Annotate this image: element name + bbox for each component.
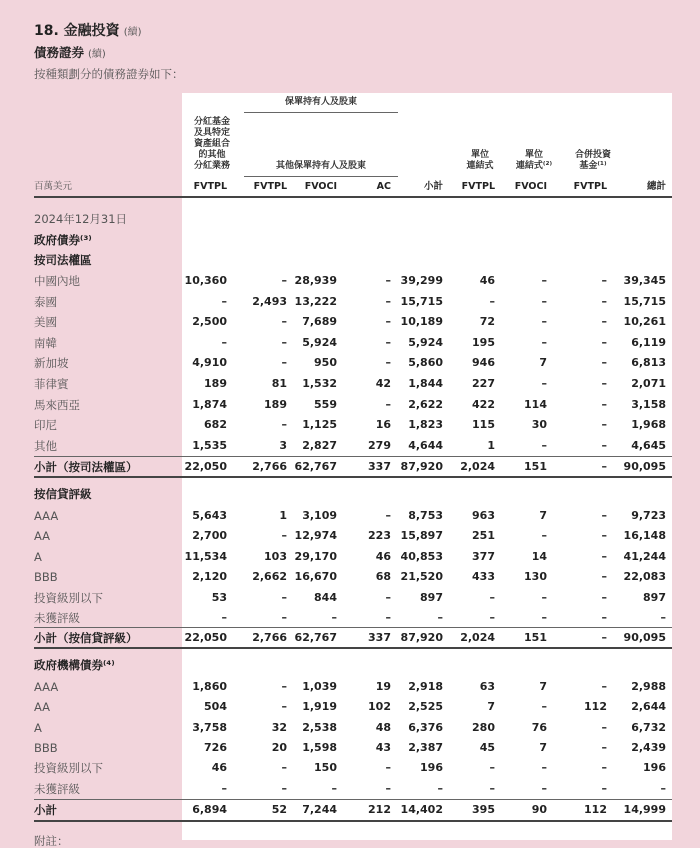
subtotal-row-cell: 337	[368, 631, 391, 644]
subtotal-top-rule	[34, 456, 672, 457]
header-subgroup-label: 其他保單持有人及股東	[275, 161, 366, 171]
table-row-cell: –	[437, 611, 443, 624]
table-row-cell: 196	[420, 761, 443, 774]
table-row-cell: 227	[472, 377, 495, 390]
table-row-cell: –	[601, 741, 607, 754]
table-row-cell: 5,860	[408, 356, 443, 369]
subtotal-row-cell: 90,095	[623, 460, 666, 473]
column-header: FVTPL	[461, 181, 495, 192]
table-row-cell: 22,083	[623, 570, 666, 583]
table-row-cell: 1,039	[302, 680, 337, 693]
table-row-cell: –	[601, 315, 607, 328]
table-row-cell: 81	[271, 377, 287, 390]
table-row-cell: 2,387	[408, 741, 443, 754]
table-row-cell: 2,120	[192, 570, 227, 583]
table-row-cell: –	[601, 295, 607, 308]
table-row-cell: 279	[368, 439, 391, 452]
table-row-cell: 726	[204, 741, 227, 754]
subtotal-row-cell: 112	[584, 803, 607, 816]
table-row-cell: 19	[375, 680, 391, 693]
table-row-cell: 1,598	[302, 741, 337, 754]
table-row-cell: 6,813	[631, 356, 666, 369]
table-row-cell: 3	[279, 439, 287, 452]
table-row-cell: –	[601, 591, 607, 604]
table-row-cell: 68	[375, 570, 391, 583]
table-row-cell: 16,148	[623, 529, 666, 542]
table-row-cell: –	[281, 418, 287, 431]
table-row-cell: –	[281, 356, 287, 369]
subtotal-row-cell: 14,999	[623, 803, 666, 816]
footnote-label: 附註：	[34, 834, 69, 848]
subtotal-row-cell: 2,766	[252, 631, 287, 644]
table-row-cell: 15,897	[400, 529, 443, 542]
column-header: FVOCI	[514, 181, 547, 192]
column-top-label: 單位 連結式	[466, 150, 494, 171]
subtotal-row-label: 小計	[34, 803, 57, 817]
table-row-label: 投資級別以下	[34, 591, 103, 605]
table-row-cell: –	[541, 295, 547, 308]
subtotal-row-cell: 395	[472, 803, 495, 816]
table-row-cell: 112	[584, 700, 607, 713]
table-row-cell: –	[385, 398, 391, 411]
table-row-cell: 46	[479, 274, 495, 287]
subtotal-row-cell: 90,095	[623, 631, 666, 644]
subtotal-top-rule	[34, 799, 672, 800]
table-row-cell: 844	[314, 591, 337, 604]
subtotal-bottom-rule	[34, 476, 672, 478]
subtotal-row-cell: 2,024	[460, 631, 495, 644]
table-row-cell: –	[221, 782, 227, 795]
table-row-cell: 7	[539, 356, 547, 369]
table-row-cell: 897	[420, 591, 443, 604]
table-row-cell: 196	[643, 761, 666, 774]
table-row-label: A	[34, 721, 42, 735]
intro-text: 按種類劃分的債務證券如下：	[34, 67, 184, 81]
table-row-cell: –	[221, 295, 227, 308]
table-row-cell: 46	[211, 761, 227, 774]
subtotal-row-cell: 151	[524, 460, 547, 473]
table-row-label: 未獲評級	[34, 611, 80, 625]
table-row-label: AA	[34, 529, 51, 543]
subtotal-row-cell: –	[601, 460, 607, 473]
table-row-cell: 8,753	[408, 509, 443, 522]
subtotal-row-cell: 87,920	[400, 460, 443, 473]
table-row-cell: 4,644	[408, 439, 443, 452]
table-row-cell: 32	[271, 721, 287, 734]
table-row-cell: 1,919	[302, 700, 337, 713]
section-title-label: 政府機構債券⁽⁴⁾	[34, 658, 115, 672]
table-row-cell: 2,525	[408, 700, 443, 713]
table-row-cell: 2,988	[631, 680, 666, 693]
table-row-cell: –	[601, 680, 607, 693]
table-row-cell: 4,910	[192, 356, 227, 369]
table-row-cell: –	[601, 439, 607, 452]
table-row-label: 美國	[34, 315, 57, 329]
table-row-cell: 114	[524, 398, 547, 411]
table-row-cell: –	[601, 398, 607, 411]
table-row-cell: 897	[643, 591, 666, 604]
subtotal-row-cell: 7,244	[302, 803, 337, 816]
table-row-cell: 16	[375, 418, 391, 431]
table-row-cell: –	[221, 336, 227, 349]
column-header: AC	[376, 181, 391, 192]
table-row-cell: 39,299	[400, 274, 443, 287]
table-row-label: 其他	[34, 439, 57, 453]
column-header: FVOCI	[304, 181, 337, 192]
subtotal-row-cell: 90	[531, 803, 547, 816]
table-row-label: 菲律賓	[34, 377, 69, 391]
table-row-cell: 950	[314, 356, 337, 369]
table-row-cell: 504	[204, 700, 227, 713]
table-row-cell: 963	[472, 509, 495, 522]
table-row-cell: –	[601, 721, 607, 734]
table-row-cell: 29,170	[294, 550, 337, 563]
column-header: FVTPL	[193, 181, 227, 192]
table-row-cell: –	[281, 529, 287, 542]
table-row-cell: 15,715	[400, 295, 443, 308]
table-row-cell: 1,532	[302, 377, 337, 390]
subtotal-bottom-rule	[34, 820, 672, 822]
table-row-cell: 251	[472, 529, 495, 542]
group-rule	[244, 112, 398, 113]
table-row-cell: –	[601, 611, 607, 624]
table-row-cell: 10,360	[184, 274, 227, 287]
table-row-cell: 6,119	[631, 336, 666, 349]
table-row-cell: –	[281, 336, 287, 349]
table-row-cell: –	[601, 356, 607, 369]
subtotal-bottom-rule	[34, 647, 672, 649]
column-top-label: 分紅基金 及具特定 資產組合 的其他 分紅業務	[193, 117, 230, 171]
table-row-cell: 43	[375, 741, 391, 754]
table-row-cell: –	[385, 336, 391, 349]
column-header: FVTPL	[253, 181, 287, 192]
table-row-label: AA	[34, 700, 51, 714]
table-row-cell: 7	[539, 509, 547, 522]
table-row-cell: 30	[531, 418, 547, 431]
table-row-cell: 48	[375, 721, 391, 734]
table-row-cell: 2,622	[408, 398, 443, 411]
subtotal-row-cell: 6,894	[192, 803, 227, 816]
table-row-cell: –	[281, 274, 287, 287]
table-row-cell: 5,643	[192, 509, 227, 522]
table-row-cell: 63	[479, 680, 495, 693]
table-row-cell: –	[385, 782, 391, 795]
table-row-label: BBB	[34, 570, 58, 584]
subtotal-row-cell: 151	[524, 631, 547, 644]
table-row-cell: 40,853	[400, 550, 443, 563]
table-row-cell: 5,924	[408, 336, 443, 349]
table-row-label: 未獲評級	[34, 782, 80, 796]
table-row-cell: –	[601, 761, 607, 774]
date-label: 2024年12月31日	[34, 212, 128, 226]
table-row-cell: 1,860	[192, 680, 227, 693]
table-row-cell: –	[660, 611, 666, 624]
table-row-cell: 2,700	[192, 529, 227, 542]
table-row-cell: 28,939	[294, 274, 337, 287]
subtotal-row-cell: 52	[271, 803, 287, 816]
subtotal-row-cell: 212	[368, 803, 391, 816]
table-row-cell: –	[281, 680, 287, 693]
table-row-cell: 1	[487, 439, 495, 452]
table-row-cell: 2,493	[252, 295, 287, 308]
table-row-cell: –	[281, 591, 287, 604]
table-row-cell: 3,758	[192, 721, 227, 734]
table-row-cell: –	[385, 315, 391, 328]
subtotal-row-label: 小計（按信貸評級）	[34, 631, 138, 645]
table-row-cell: 5,924	[302, 336, 337, 349]
section-title: 18. 金融投資 (續)	[34, 23, 142, 39]
table-row-label: 新加坡	[34, 356, 69, 370]
table-row-cell: 76	[531, 721, 547, 734]
table-row-cell: 7	[539, 741, 547, 754]
table-row-cell: 42	[375, 377, 391, 390]
column-header: 總計	[646, 181, 666, 192]
table-row-cell: 1,844	[408, 377, 443, 390]
table-row-cell: –	[281, 761, 287, 774]
subtotal-row-label: 小計（按司法權區）	[34, 460, 138, 474]
table-row-cell: –	[489, 295, 495, 308]
table-row-cell: 150	[314, 761, 337, 774]
table-row-cell: 10,189	[400, 315, 443, 328]
table-row-cell: 559	[314, 398, 337, 411]
header-group-label: 保單持有人及股東	[284, 97, 357, 107]
subtotal-row-cell: 62,767	[294, 631, 337, 644]
table-row-cell: –	[281, 700, 287, 713]
table-row-cell: –	[541, 439, 547, 452]
table-row-cell: –	[385, 509, 391, 522]
table-row-cell: 1	[279, 509, 287, 522]
table-row-cell: 682	[204, 418, 227, 431]
column-top-label: 合併投資 基金⁽¹⁾	[574, 150, 611, 171]
table-row-cell: –	[541, 591, 547, 604]
table-row-label: AAA	[34, 680, 59, 694]
subtotal-row-cell: 62,767	[294, 460, 337, 473]
table-row-label: 泰國	[34, 295, 57, 309]
table-row-cell: 946	[472, 356, 495, 369]
subtotal-row-cell: 337	[368, 460, 391, 473]
table-row-cell: –	[437, 782, 443, 795]
table-row-cell: 1,968	[631, 418, 666, 431]
section-subtitle-label: 按司法權區	[34, 253, 92, 267]
table-row-label: A	[34, 550, 42, 564]
table-row-cell: –	[541, 611, 547, 624]
table-row-cell: –	[541, 761, 547, 774]
table-row-cell: –	[601, 377, 607, 390]
table-row-label: 投資級別以下	[34, 761, 103, 775]
table-row-cell: –	[281, 782, 287, 795]
subtotal-row-cell: 2,766	[252, 460, 287, 473]
table-row-label: 南韓	[34, 336, 57, 350]
table-row-cell: –	[489, 591, 495, 604]
table-row-cell: –	[660, 782, 666, 795]
table-row-cell: 2,500	[192, 315, 227, 328]
table-row-cell: 189	[204, 377, 227, 390]
table-row-cell: 223	[368, 529, 391, 542]
table-row-cell: 2,827	[302, 439, 337, 452]
table-row-cell: 422	[472, 398, 495, 411]
table-row-cell: 2,439	[631, 741, 666, 754]
table-row-cell: 46	[375, 550, 391, 563]
column-header: 小計	[423, 181, 443, 192]
table-row-cell: 10,261	[623, 315, 666, 328]
column-header: FVTPL	[573, 181, 607, 192]
table-row-cell: 7	[539, 680, 547, 693]
table-row-cell: –	[385, 295, 391, 308]
table-row-cell: –	[601, 418, 607, 431]
table-row-cell: 15,715	[623, 295, 666, 308]
table-row-cell: –	[489, 782, 495, 795]
table-row-cell: 1,535	[192, 439, 227, 452]
table-row-cell: –	[601, 782, 607, 795]
table-row-label: 中國內地	[34, 274, 80, 288]
table-row-cell: 130	[524, 570, 547, 583]
unit-label: 百萬美元	[34, 181, 73, 192]
table-row-cell: –	[331, 611, 337, 624]
table-row-cell: –	[489, 761, 495, 774]
table-row-cell: 7	[487, 700, 495, 713]
table-row-cell: –	[221, 611, 227, 624]
subtotal-top-rule	[34, 627, 672, 628]
table-row-cell: 9,723	[631, 509, 666, 522]
table-row-cell: 7,689	[302, 315, 337, 328]
section-title-label: 政府債券⁽³⁾	[34, 233, 92, 247]
table-row-cell: –	[601, 509, 607, 522]
table-row-cell: 102	[368, 700, 391, 713]
subtotal-row-cell: 22,050	[184, 631, 227, 644]
table-row-cell: –	[541, 274, 547, 287]
table-row-cell: 13,222	[294, 295, 337, 308]
table-row-cell: –	[489, 611, 495, 624]
table-row-cell: –	[385, 761, 391, 774]
table-row-cell: –	[541, 700, 547, 713]
table-row-cell: 1,874	[192, 398, 227, 411]
table-row-cell: 103	[264, 550, 287, 563]
table-row-cell: 280	[472, 721, 495, 734]
table-row-cell: 2,662	[252, 570, 287, 583]
table-row-cell: 39,345	[623, 274, 666, 287]
table-row-cell: –	[541, 377, 547, 390]
table-row-cell: 53	[211, 591, 227, 604]
table-row-cell: 3,109	[302, 509, 337, 522]
table-row-cell: 11,534	[184, 550, 227, 563]
table-row-label: 馬來西亞	[34, 398, 80, 412]
table-row-cell: 115	[472, 418, 495, 431]
table-row-cell: 2,918	[408, 680, 443, 693]
table-row-cell: 12,974	[294, 529, 337, 542]
column-top-label: 單位 連結式⁽²⁾	[515, 150, 553, 171]
subgroup-rule	[244, 176, 398, 177]
table-row-cell: 20	[271, 741, 287, 754]
table-row-cell: 4,645	[631, 439, 666, 452]
section-subtitle: 債務證券 (續)	[34, 45, 106, 60]
table-row-cell: 1,823	[408, 418, 443, 431]
subtotal-row-cell: 14,402	[400, 803, 443, 816]
table-row-cell: –	[385, 356, 391, 369]
subtotal-row-cell: 87,920	[400, 631, 443, 644]
table-row-cell: 3,158	[631, 398, 666, 411]
table-row-cell: –	[601, 550, 607, 563]
table-row-cell: 2,644	[631, 700, 666, 713]
table-row-cell: –	[541, 529, 547, 542]
subtotal-row-cell: 2,024	[460, 460, 495, 473]
table-row-cell: 433	[472, 570, 495, 583]
table-row-cell: 2,538	[302, 721, 337, 734]
table-row-cell: 16,670	[294, 570, 337, 583]
table-row-cell: –	[385, 274, 391, 287]
table-row-cell: 6,732	[631, 721, 666, 734]
table-row-cell: 2,071	[631, 377, 666, 390]
subtotal-row-cell: 22,050	[184, 460, 227, 473]
table-row-cell: 377	[472, 550, 495, 563]
table-row-cell: –	[541, 336, 547, 349]
table-row-cell: 1,125	[302, 418, 337, 431]
table-row-cell: –	[281, 315, 287, 328]
table-row-cell: 72	[479, 315, 495, 328]
table-row-cell: –	[601, 570, 607, 583]
table-row-cell: 195	[472, 336, 495, 349]
table-row-cell: 6,376	[408, 721, 443, 734]
table-row-cell: –	[601, 274, 607, 287]
header-bottom-rule	[34, 196, 672, 198]
table-row-cell: –	[385, 611, 391, 624]
table-row-cell: –	[541, 315, 547, 328]
table-row-cell: –	[601, 529, 607, 542]
table-row-cell: –	[601, 336, 607, 349]
table-row-label: 印尼	[34, 418, 57, 432]
table-row-cell: 41,244	[623, 550, 666, 563]
table-row-cell: –	[331, 782, 337, 795]
subtotal-row-cell: –	[601, 631, 607, 644]
table-row-cell: –	[281, 611, 287, 624]
table-row-cell: 14	[531, 550, 547, 563]
table-row-cell: 189	[264, 398, 287, 411]
table-row-cell: –	[541, 782, 547, 795]
table-row-label: BBB	[34, 741, 58, 755]
section-title-label: 按信貸評級	[34, 487, 92, 501]
table-row-cell: 21,520	[400, 570, 443, 583]
table-row-cell: –	[385, 591, 391, 604]
table-row-label: AAA	[34, 509, 59, 523]
table-row-cell: 45	[479, 741, 495, 754]
